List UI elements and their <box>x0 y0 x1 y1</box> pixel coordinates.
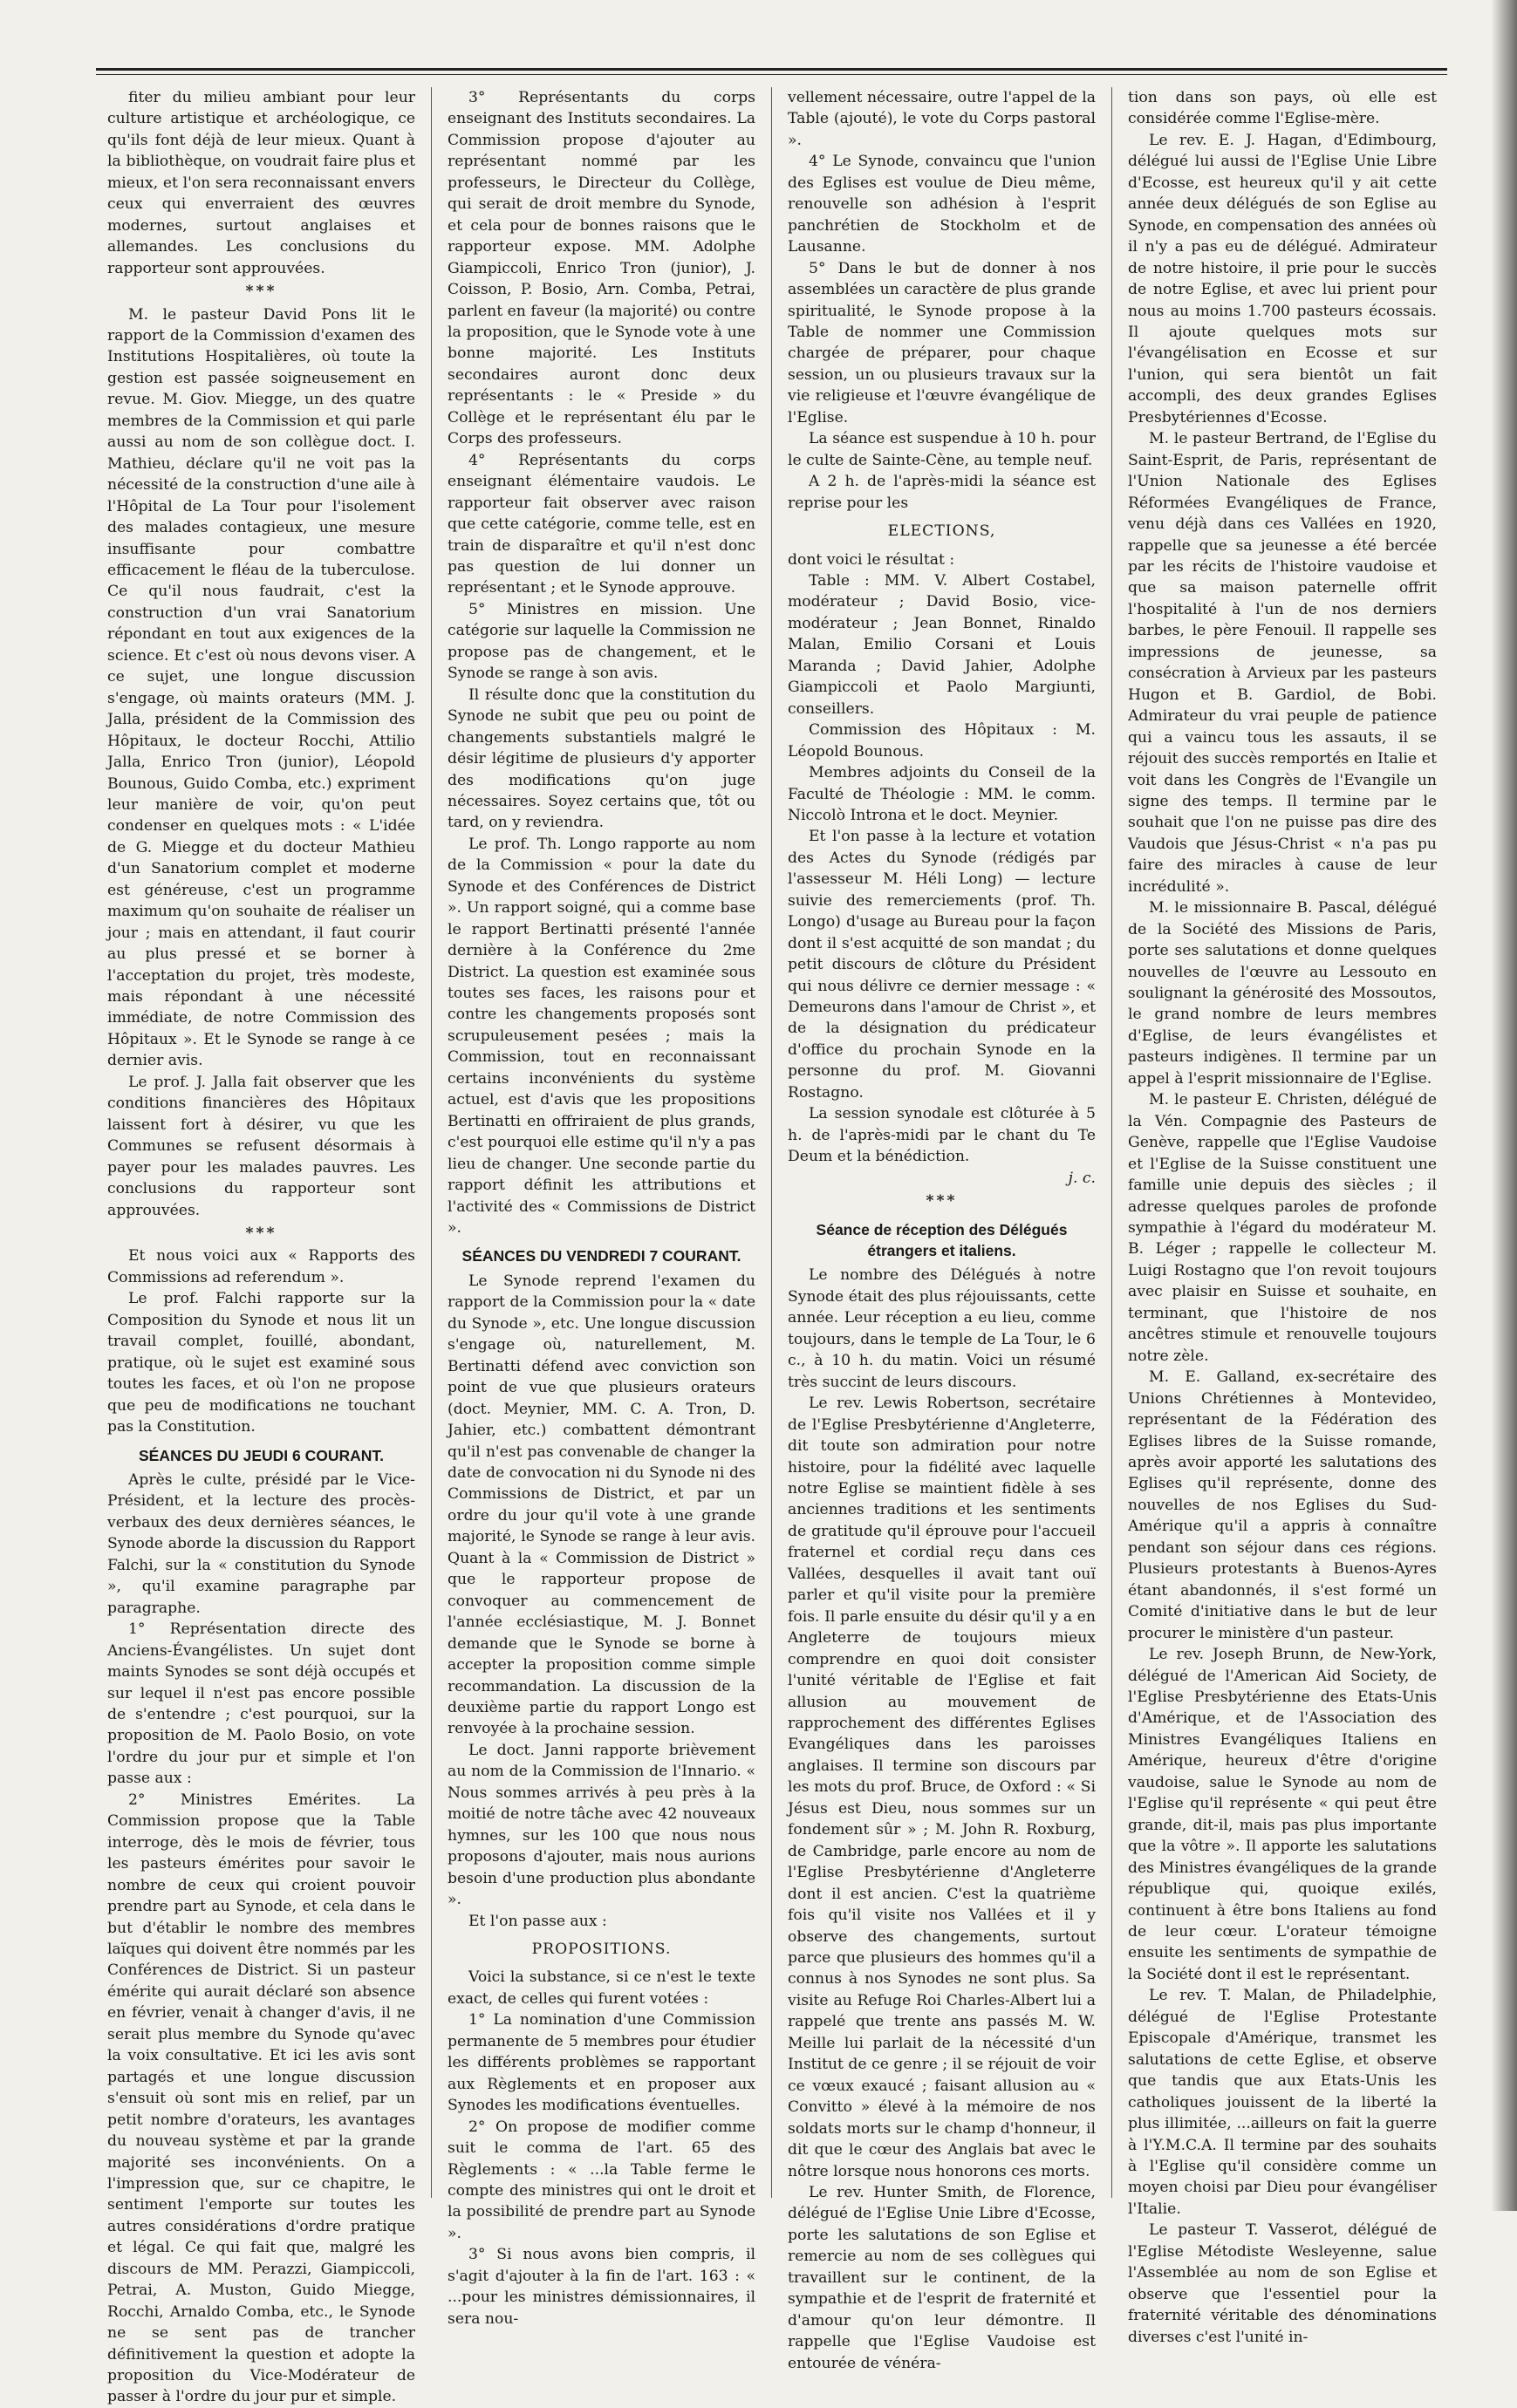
paragraph: Commission des Hôpitaux : M. Léopold Bounous. <box>788 721 1096 761</box>
section-separator: *** <box>245 1224 277 1243</box>
header-rule <box>96 68 1447 75</box>
section-separator: *** <box>245 283 277 301</box>
paragraph: 3° Si nous avons bien compris, il s'agit d'ajouter à la fin de l'art. 163 : « ...pour les ministres démissionnaires, il sera nou- <box>448 2246 755 2328</box>
paragraph: Il résulte donc que la constitution du Synode ne subit que peu ou point de changements substantiels malgré le désir légitime de plusieurs d'y apporter des modifications qu'on juge nécessaires. Soyez certains que, tôt ou tard, on y reviendra. <box>448 686 755 832</box>
paragraph: Après le culte, présidé par le Vice-Président, et la lecture des procès-verbaux des deux dernières séances, le Synode aborde la discussion du Rapport Falchi, sur la « constitution du Synode », qu'il examine paragraphe par paragraphe. <box>107 1471 415 1617</box>
paragraph: Le prof. J. Jalla fait observer que les conditions financières des Hôpitaux laissent fort à désirer, vu que les Communes se refusent désormais à payer pour les malades pauvres. Les conclusions du rapporteur sont approuvées. <box>107 1073 415 1219</box>
paragraph: M. le pasteur David Pons lit le rapport de la Commission d'examen des Institutions Hospitalières, où toute la gestion est passée soigneusement en revue. M. Giov. Miegge, un des quatre membres de la Commission et qui parle aussi au nom de son collègue doct. I. Mathieu, déclare qu'il ne voit pas la nécessité de la construction d'une aile à l'Hôpital de La Tour pour l'isolement des malades contagieux, une mesure insuffisante pour combattre efficacement le fléau de la tuberculose. Ce qu'il nous faudrait, c'est la construction d'un vrai Sanatorium répondant en tout aux exigences de la science. Et c'est où nous devons viser. A ce sujet, une longue discussion s'engage, où maints orateurs (MM. J. Jalla, président de la Commission des Hôpitaux, le docteur Rocchi, Attilio Jalla, Enrico Tron (junior), Léopold Bounous, Guido Comba, etc.) expriment leur manière de voir, qu'on peut condenser en quelques mots : « L'idée de G. Miegge et du docteur Mathieu d'un Sanatorium complet et moderne est généreuse, c'est un programme maximum qu'on souhaite de réaliser un jour ; mais en attendant, il faut courir au plus pressé et se borner à l'acceptation du projet, très modeste, mais répondant à une nécessité immédiate, de notre Commission des Hôpitaux ». Et le Synode se range à ce dernier avis. <box>107 305 415 1070</box>
subsection-heading: ELECTIONS, <box>887 522 996 541</box>
paragraph: Le rev. T. Malan, de Philadelphie, délégué de l'Eglise Protestante Episcopale d'Amérique, transmet les salutations de cette Eglise, et observe que tandis que aux Etats-Unis les catholiques jouissent de la liberté la plus illimitée, ...ailleurs on fait la guerre à l'Y.M.C.A. Il termine par des souhaits à l'Eglise qu'il considère comme un moyen choisi par Dieu pour évangéliser l'Italie. <box>1128 1987 1437 2218</box>
paragraph: La séance est suspendue à 10 h. pour le culte de Sainte-Cène, au temple neuf. <box>788 430 1096 469</box>
section-separator: *** <box>926 1192 958 1211</box>
paragraph: Le pasteur T. Vasserot, délégué de l'Eglise Métodiste Wesleyenne, salue l'Assemblée au nom de son Eglise et observe que l'essentiel pour la fraternité véritable des dénominations diverses c'est l'unité in- <box>1128 2221 1437 2346</box>
paragraph: Table : MM. V. Albert Costabel, modérateur ; David Bosio, vice-modérateur ; Jean Bonnet, Rinaldo Malan, Emilio Corsani et Louis Maranda ; David Jahier, Adolphe Giampiccoli et Paolo Margiunti, conseillers. <box>788 571 1096 718</box>
paragraph: A 2 h. de l'après-midi la séance est reprise pour les <box>788 473 1096 512</box>
paragraph: Le prof. Th. Longo rapporte au nom de la Commission « pour la date du Synode et des Conférences de District ». Un rapport soigné, qui a comme base le rapport Bertinatti présenté l'année dernière à la Conférence du 2me District. La question est examinée sous toutes ses faces, les raisons pour et contre les changements proposés sont scrupuleusement pesées ; mais la Commission, tout en reconnaissant certains inconvénients du système actuel, est d'avis que les propositions Bertinatti en offriraient de plus grands, c'est pourquoi elle estime qu'il n'y a pas lieu de changer. Une seconde partie du rapport définit les attributions et l'activité des « Commissions de District ». <box>448 835 755 1238</box>
paragraph: Le rev. Lewis Robertson, secrétaire de l'Eglise Presbytérienne d'Angleterre, dit toute son admiration pour notre histoire, pour la fidélité avec laquelle notre Eglise se maintient fidèle à ses anciennes traditions et les sentiments de gratitude qu'il éprouve pour l'accueil fraternel et cordial reçu dans ces Vallées, desquelles il avait tant ouï parler et qu'il visite pour la première fois. Il parle ensuite du désir qu'il y a en Angleterre de toujours mieux comprendre en quoi doit consister l'unité véritable de l'Eglise et fait allusion au mouvement de rapprochement des différentes Eglises Evangéliques dans les paroisses anglaises. Il termine son discours par les mots du prof. Bruce, de Oxford : « Si Jésus est Dieu, nous sommes sur un fondement sûr » ; M. John R. Roxburg, de Cambridge, parle encore au nom de l'Eglise Presbytérienne d'Angleterre dont il est ancien. C'est la quatrième fois qu'il visite nos Vallées et il y observe des changements, surtout parce que plusieurs des hommes qu'il a connus à nos Synodes ne sont plus. Sa visite au Refuge Roi Charles-Albert lui a rappelé que trente ans passés M. W. Meille lui parlait de la nécessité d'un Institut de ce genre ; il se réjouit de voir ce vœux exaucé ; faisant allusion au « Convitto » élevé à la mémoire de nos soldats morts sur le champ d'honneur, il dit que le cœur des Anglais bat avec le nôtre lorsque nous honorons ces morts. <box>788 1395 1096 2180</box>
paragraph: fiter du milieu ambiant pour leur culture artistique et archéologique, ce qu'ils font déjà de leur mieux. Quant à la bibliothèque, on voudrait faire plus et mieux, et l'on sera reconnaissant envers ceux qui enverraient des œuvres modernes, surtout anglaises et allemandes. Les conclusions du rapporteur sont approuvées. <box>107 89 415 277</box>
paragraph: M. le missionnaire B. Pascal, délégué de la Société des Missions de Paris, porte ses salutations et donne quelques nouvelles de l'œuvre au Lessouto en soulignant la générosité des Mossoutos, le grand nombre de leurs membres d'Eglise, de leurs évangélistes et pasteurs indigènes. Il termine par un appel à l'esprit missionnaire de l'Eglise. <box>1128 899 1437 1088</box>
section-heading: Séance de réception des Délégués étrangers et italiens. <box>816 1220 1068 1260</box>
paragraph-continued: vellement nécessaire, outre l'appel de la Table (ajouté), le vote du Corps pastoral ». <box>788 89 1096 149</box>
subsection-heading: PROPOSITIONS. <box>531 1940 672 1958</box>
paragraph: 5° Dans le but de donner à nos assemblées un caractère de plus grande spiritualité, le Synode propose à la Table de nommer une Commission chargée de préparer, pour chaque session, un ou plusieurs travaux sur la vie religieuse et l'œuvre évangélique de l'Eglise. <box>788 259 1096 426</box>
paragraph-continued: dont voici le résultat : <box>788 550 955 569</box>
paragraph: 3° Représentants du corps enseignant des Instituts secondaires. La Commission propose d'ajouter au représentant nommé par les professeurs, le Directeur du Collège, qui serait de droit membre du Synode, et cela pour de bonnes raisons que le rapporteur expose. MM. Adolphe Giampiccoli, Enrico Tron (junior), J. Coisson, P. Bosio, Arn. Comba, Petrai, parlent en faveur (la majorité) ou contre la proposition, que le Synode vote à une bonne majorité. Les Instituts secondaires auront donc deux représentants : le « Preside » du Collège et le représentant élu par le Corps des professeurs. <box>448 89 755 448</box>
paragraph: La session synodale est clôturée à 5 h. de l'après-midi par le chant du Te Deum et la bénédiction. <box>788 1105 1096 1166</box>
section-heading: SÉANCES DU VENDREDI 7 COURANT. <box>461 1247 741 1265</box>
column-2 <box>432 87 772 2328</box>
paragraph: Le rev. Joseph Brunn, de New-York, délégué de l'American Aid Society, de l'Eglise Presbytérienne des Etats-Unis d'Amérique, et de l'Association des Ministres Evangéliques Italiens en Amérique, heureux d'être d'origine vaudoise, salue le Synode au nom de l'Eglise qu'il représente « qui peut être grande, dit-il, mais pas plus importante que la vôtre ». Il apporte les salutations des Ministres évangéliques de la grande république qui, quoique exilés, continuent à être bons Italiens au fond de leur cœur. L'orateur témoigne ensuite les sentiments de sympathie de la Société dont il est le représentant. <box>1128 1646 1437 1983</box>
paragraph: Membres adjoints du Conseil de la Faculté de Théologie : MM. le comm. Niccolò Introna et le doct. Meynier. <box>788 764 1096 824</box>
paragraph: Le prof. Falchi rapporte sur la Composition du Synode et nous lit un travail complet, fouillé, abondant, pratique, où le sujet est examiné sous toutes les faces, et où l'on ne propose que peu de modifications ne touchant pas la Constitution. <box>107 1290 415 1436</box>
paragraph: Le nombre des Délégués à notre Synode était des plus réjouissants, cette année. Leur réception a eu lieu, comme toujours, dans le temple de La Tour, le 6 c., à 10 h. du matin. Voici un résumé très succint de leurs discours. <box>788 1266 1096 1391</box>
paragraph: Le doct. Janni rapporte brièvement au nom de la Commission de l'Innario. « Nous sommes arrivés à peu près à la moitié de notre tâche avec 42 nouveaux hymnes, sur les 100 que nous nous proposons d'ajouter, mais nous aurions besoin d'une production plus abondante ». <box>448 1741 755 1909</box>
section-heading: SÉANCES DU JEUDI 6 COURANT. <box>138 1446 385 1464</box>
paragraph: 1° La nomination d'une Commission permanente de 5 membres pour étudier les différents problèmes se rapportant aux Règlements et en proposer aux Synodes les modifications éventuelles. <box>448 2011 755 2115</box>
paragraph: Et l'on passe aux : <box>468 1912 607 1930</box>
paragraph: M. le pasteur Bertrand, de l'Eglise du Saint-Esprit, de Paris, représentant de l'Union Nationale des Eglises Réformées Evangéliques de France, venu déjà dans ces Vallées en 1920, rappelle que sa jeunesse a été bercée par les récits de l'histoire vaudoise et que sa maison paternelle offrit l'hospitalité à l'un de nos derniers barbes, le père Fenouil. Il rappelle ses impressions de jeunesse, sa consécration à Arvieux par les pasteurs Hugon et B. Gardiol, de Bobi. Admirateur du vrai peuple de patience qui a vaincu tous les assauts, il se réjouit des succès remportés en Italie et voit dans les Congrès de l'Evangile un signe des temps. Il termine par le souhait que l'on ne puisse pas dire des Vaudois que Jésus-Christ « n'a pas pu faire des miracles à cause de leur incrédulité ». <box>1128 430 1437 896</box>
paragraph: 2° On propose de modifier comme suit le comma de l'art. 65 des Règlements : « ...la Table ferme le compte des ministres qui ont le droit et la possibilité de prendre part au Synode ». <box>448 2118 755 2242</box>
scan-edge-shadow <box>1491 0 1517 2211</box>
paragraph-continued: tion dans son pays, où elle est considérée comme l'Eglise-mère. <box>1128 89 1437 128</box>
paragraph: 4° Le Synode, convaincu que l'union des Eglises est voulue de Dieu même, renouvelle son adhésion à l'esprit panchrétien de Stockholm et de Lausanne. <box>788 153 1096 256</box>
paragraph: 5° Ministres en mission. Une catégorie sur laquelle la Commission ne propose pas de changement, et le Synode se range à son avis. <box>448 600 755 683</box>
paragraph: 1° Représentation directe des Anciens-Évangélistes. Un sujet dont maints Synodes se sont déjà occupés et sur lequel il n'est pas encore possible de s'entendre ; c'est pourquoi, sur la proposition de M. Paolo Bosio, on vote l'ordre du jour pur et simple et l'on passe aux : <box>107 1620 415 1788</box>
paragraph: Et l'on passe à la lecture et votation des Actes du Synode (rédigés par l'assesseur M. Héli Long) — lecture suivie des remerciements (prof. Th. Longo) d'usage au Bureau pour la façon dont il s'est acquitté de son mandat ; du petit discours de clôture du Président qui nous délivre ce dernier message : « Demeurons dans l'amour de Christ », et de la désignation du prédicateur d'office du prochain Synode en la personne du prof. M. Giovanni Rostagno. <box>788 828 1096 1102</box>
article-columns <box>92 87 1452 2406</box>
paragraph: Le rev. Hunter Smith, de Florence, délégué de l'Eglise Unie Libre d'Ecosse, porte les salutations de son Eglise et remercie au nom de ses collègues qui travaillent sur le continent, de la sympathie et de l'esprit de fraternité et d'amour qu'on leur démontre. Il rappelle que l'Eglise Vaudoise est entourée de vénéra- <box>788 2183 1096 2372</box>
column-3 <box>772 87 1112 2372</box>
paragraph: M. le pasteur E. Christen, délégué de la Vén. Compagnie des Pasteurs de Genève, rappelle que l'Eglise Vaudoise et l'Eglise de la Suisse constituent une famille unie depuis des siècles ; il adresse quelques paroles de profonde sympathie à l'égard du modérateur M. B. Léger ; rappelle le collecteur M. Luigi Rostagno que l'on revoit toujours avec plaisir en Suisse et souhaite, en terminant, que l'histoire de nos ancêtres stimule et renouvelle toujours notre zèle. <box>1128 1091 1437 1365</box>
paragraph: Le Synode reprend l'examen du rapport de la Commission pour la « date du Synode », etc. Une longue discussion s'engage où, naturellement, M. Bertinatti défend avec conviction son point de vue que plusieurs orateurs (doct. Meynier, MM. C. A. Tron, D. Jahier, etc.) combattent démontrant qu'il n'est pas convenable de changer la date de convocation ni du Synode ni des Commissions de District, et par un ordre du jour qu'il vote à une grande majorité, le Synode se range à leur avis. Quant à la « Commission de District » que le rapporteur propose de convoquer au commencement de l'année ecclésiastique, M. J. Bonnet demande que le Synode se borne à accepter la proposition comme simple recommandation. La discussion de la deuxième partie du rapport Longo est renvoyée à la prochaine session. <box>448 1272 755 1738</box>
column-4 <box>1112 87 1452 2346</box>
paragraph: Et nous voici aux « Rapports des Commissions ad referendum ». <box>107 1247 415 1286</box>
paragraph: M. E. Galland, ex-secrétaire des Unions Chrétiennes à Montevideo, représentant de la Fédération des Eglises libres de la Suisse romande, après avoir apporté les salutations des Eglises qu'il représente, donne des nouvelles de nos Eglises du Sud-Amérique qu'il a appris à connaître pendant son séjour dans ces régions. Plusieurs protestants à Buenos-Ayres étant abandonnés, il s'est formé un Comité d'initiative dans le but de leur procurer le ministère d'un pasteur. <box>1128 1368 1437 1642</box>
paragraph: 4° Représentants du corps enseignant élémentaire vaudois. Le rapporteur fait observer avec raison que cette catégorie, comme telle, est en train de disparaître et qu'il n'est donc pas question de lui donner un représentant ; et le Synode approuve. <box>448 451 755 597</box>
signature: j. c. <box>1068 1169 1096 1187</box>
paragraph: Voici la substance, si ce n'est le texte exact, de celles qui furent votées : <box>448 1968 755 2008</box>
column-1 <box>92 87 432 2406</box>
paragraph: Le rev. E. J. Hagan, d'Edimbourg, délégué lui aussi de l'Eglise Unie Libre d'Ecosse, est heureux qu'il y ait cette année deux délégués de son Eglise au Synode, en compensation des années où il n'y a pas eu de délégué. Admirateur de notre histoire, il prie pour le succès de notre Eglise, et avec lui prient pour nous au moins 1.700 pasteurs écossais. Il ajoute quelques mots sur l'évangélisation en Ecosse et sur l'union, qui sera bientôt un fait accompli, des deux grandes Eglises Presbytériennes d'Ecosse. <box>1128 131 1437 426</box>
paragraph: 2° Ministres Emérites. La Commission propose que la Table interroge, dès le mois de février, tous les pasteurs émérites pour savoir le nombre de ceux qui croient pouvoir prendre part au Synode, et cela dans le but d'établir le nombre des membres laïques qui doivent être nommés par les Conférences de District. Si un pasteur émérite qui aurait déclaré son absence en février, venait à changer d'avis, il ne serait plus membre du Synode qu'avec la voix consultative. Et ici les avis sont partagés et une longue discussion s'ensuit où sont mis en relief, par un petit nombre d'orateurs, les avantages du nouveau système et par la grande majorité ses inconvénients. On a l'impression que, sur ce chapitre, le sentiment l'emporte sur toutes les autres considérations d'ordre pratique et légal. Ce qui fait que, malgré les discours de MM. Perazzi, Giampiccoli, Petrai, A. Muston, Guido Miegge, Rocchi, Arnaldo Comba, etc., le Synode ne se sent pas de trancher définitivement la question et adopte la proposition du Vice-Modérateur de passer à l'ordre du jour pur et simple. <box>107 1791 415 2406</box>
